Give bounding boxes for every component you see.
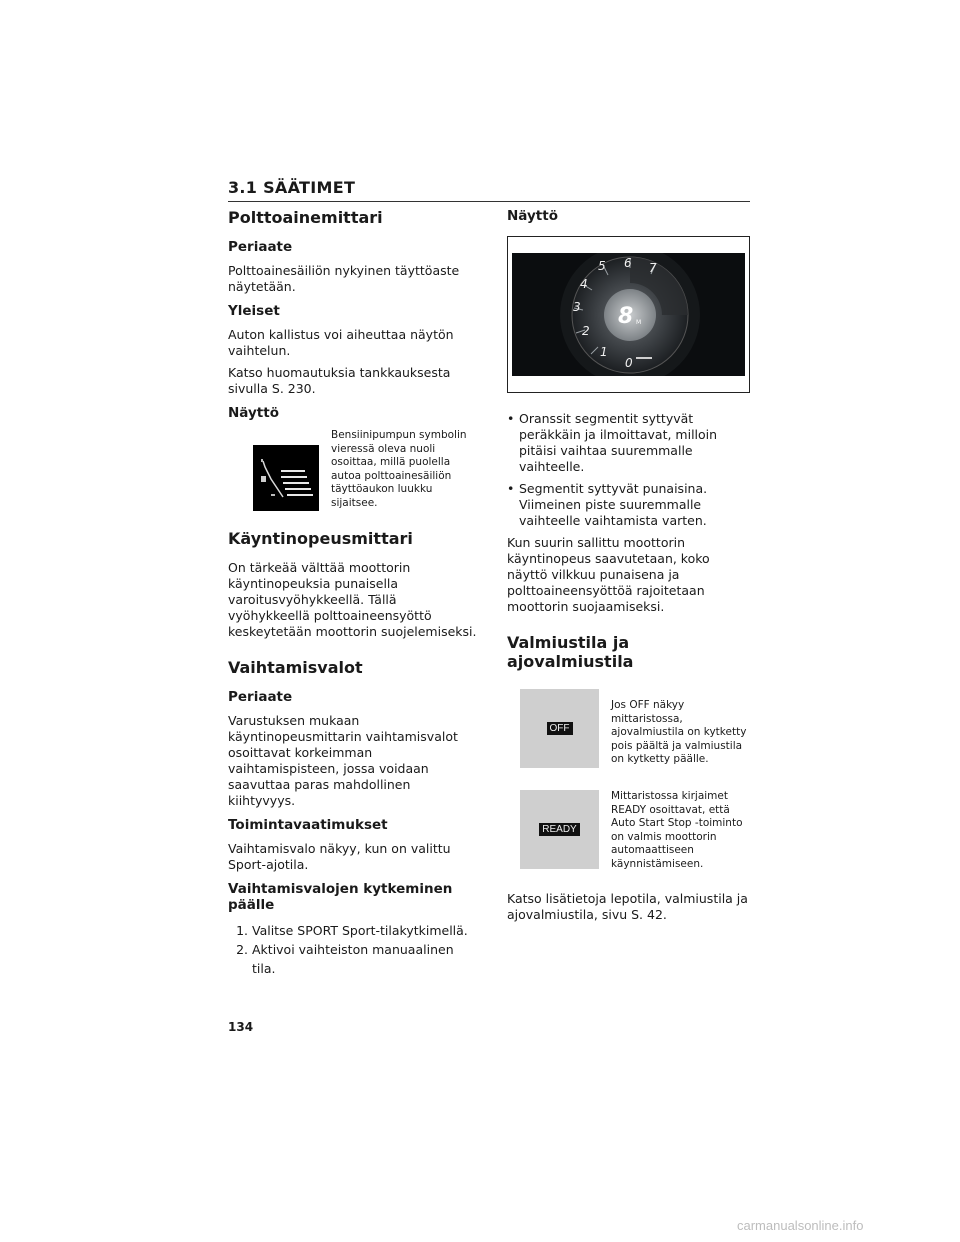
rpm-number: 3 xyxy=(573,300,581,314)
rpm-number: 2 xyxy=(582,324,590,338)
rev-limit-text: Kun suurin sallittu moottorin käyntinopeus saavutetaan, koko näyttö vilkkuu punaisena ja polttoaineensyöttöä rajoitetaan moottorin suojaamiseksi. xyxy=(507,535,710,614)
fuel-gauge-title: Polttoainemittari xyxy=(228,208,383,227)
page-number: 134 xyxy=(228,1020,254,1034)
gauge-figure xyxy=(507,236,750,393)
requirements-text: Vaihtamisvalo näkyy, kun on valittu Sport-ajotila. xyxy=(228,841,451,872)
rpm-number: 7 xyxy=(649,261,657,275)
ready-title: Valmiustila ja ajovalmiustila xyxy=(507,633,634,671)
off-figure xyxy=(507,689,750,768)
periaate-heading-2: Periaate xyxy=(228,689,293,705)
watermark: carmanualsonline.info xyxy=(737,1218,864,1233)
ready-label: READY xyxy=(539,823,579,836)
fuel-caption: Bensiinipumpun symbolin vieressä oleva nuoli osoittaa, millä puolella autoa polttoainesäiliön täyttöaukon luukku sijaitsee. xyxy=(331,429,467,509)
more-info-text: Katso lisätietoja lepotila, valmiustila ja ajovalmiustila, sivu S. 42. xyxy=(507,891,748,922)
rpm-title: Käyntinopeusmittari xyxy=(228,529,413,548)
ready-caption: Mittaristossa kirjaimet READY osoittavat, että Auto Start Stop -toiminto on valmis moottorin automaattiseen käynnistämiseen. xyxy=(611,790,743,870)
ready-figure xyxy=(507,790,750,871)
rpm-number: 1 xyxy=(600,345,608,359)
shift-light-bullets xyxy=(507,411,750,529)
tachometer-image xyxy=(512,253,745,376)
yleiset-heading: Yleiset xyxy=(228,303,280,319)
list-item: • Segmentit syttyvät punaisina. Viimeinen piste suuremmalle vaihteelle vaihtamista varten. xyxy=(507,481,750,529)
naytto-heading-right: Näyttö xyxy=(507,208,558,224)
activation-steps xyxy=(228,921,478,978)
ready-indicator-image xyxy=(520,790,599,869)
gear-mode: M xyxy=(636,319,642,326)
refuel-reference: Katso huomautuksia tankkauksesta sivulla S. 230. xyxy=(228,365,451,396)
requirements-heading: Toimintavaatimukset xyxy=(228,817,388,833)
fuel-principle-text: Polttoainesäiliön nykyinen täyttöaste näytetään. xyxy=(228,263,460,294)
tilt-note: Auton kallistus voi aiheuttaa näytön vaihtelun. xyxy=(228,327,454,358)
off-indicator-image xyxy=(520,689,599,768)
rpm-text: On tärkeää välttää moottorin käyntinopeuksia punaisella varoitusvyöhykkeellä. Tällä vyöhykkeellä polttoaineensyöttö keskeytetään moottorin suojelemiseksi. xyxy=(228,560,477,639)
shift-lights-title: Vaihtamisvalot xyxy=(228,658,363,677)
shift-principle-text: Varustuksen mukaan käyntinopeusmittarin vaihtamisvalot osoittavat korkeimman vaihtamispisteen, jossa voidaan saavuttaa paras mahdollinen kiihtyvyys. xyxy=(228,713,458,808)
periaate-heading: Periaate xyxy=(228,239,293,255)
gear-indicator: 8 xyxy=(618,304,634,329)
off-caption: Jos OFF näkyy mittaristossa, ajovalmiustila on kytketty pois päältä ja valmiustila on kytketty päälle. xyxy=(611,699,747,765)
rpm-number: 6 xyxy=(624,256,632,270)
step-item: 2. Aktivoi vaihteiston manuaalinen tila. xyxy=(252,940,478,978)
rpm-number: 0 xyxy=(625,356,633,370)
off-label: OFF xyxy=(547,722,573,735)
rpm-number: 5 xyxy=(598,259,606,273)
step-item: 1. Valitse SPORT Sport-tilakytkimellä. xyxy=(252,921,478,940)
list-item: • Oranssit segmentit syttyvät peräkkäin ja ilmoittavat, milloin pitäisi vaihtaa suuremmalle vaihteelle. xyxy=(507,411,750,475)
section-header: 3.1 SÄÄTIMET xyxy=(228,178,750,202)
fuel-gauge-image xyxy=(253,445,319,511)
naytto-heading-left: Näyttö xyxy=(228,405,279,421)
left-column xyxy=(228,208,478,978)
rpm-number: 4 xyxy=(580,277,588,291)
activation-heading: Vaihtamisvalojen kytkeminen päälle xyxy=(228,881,453,913)
fuel-display-figure xyxy=(228,429,478,511)
right-column xyxy=(507,208,750,929)
